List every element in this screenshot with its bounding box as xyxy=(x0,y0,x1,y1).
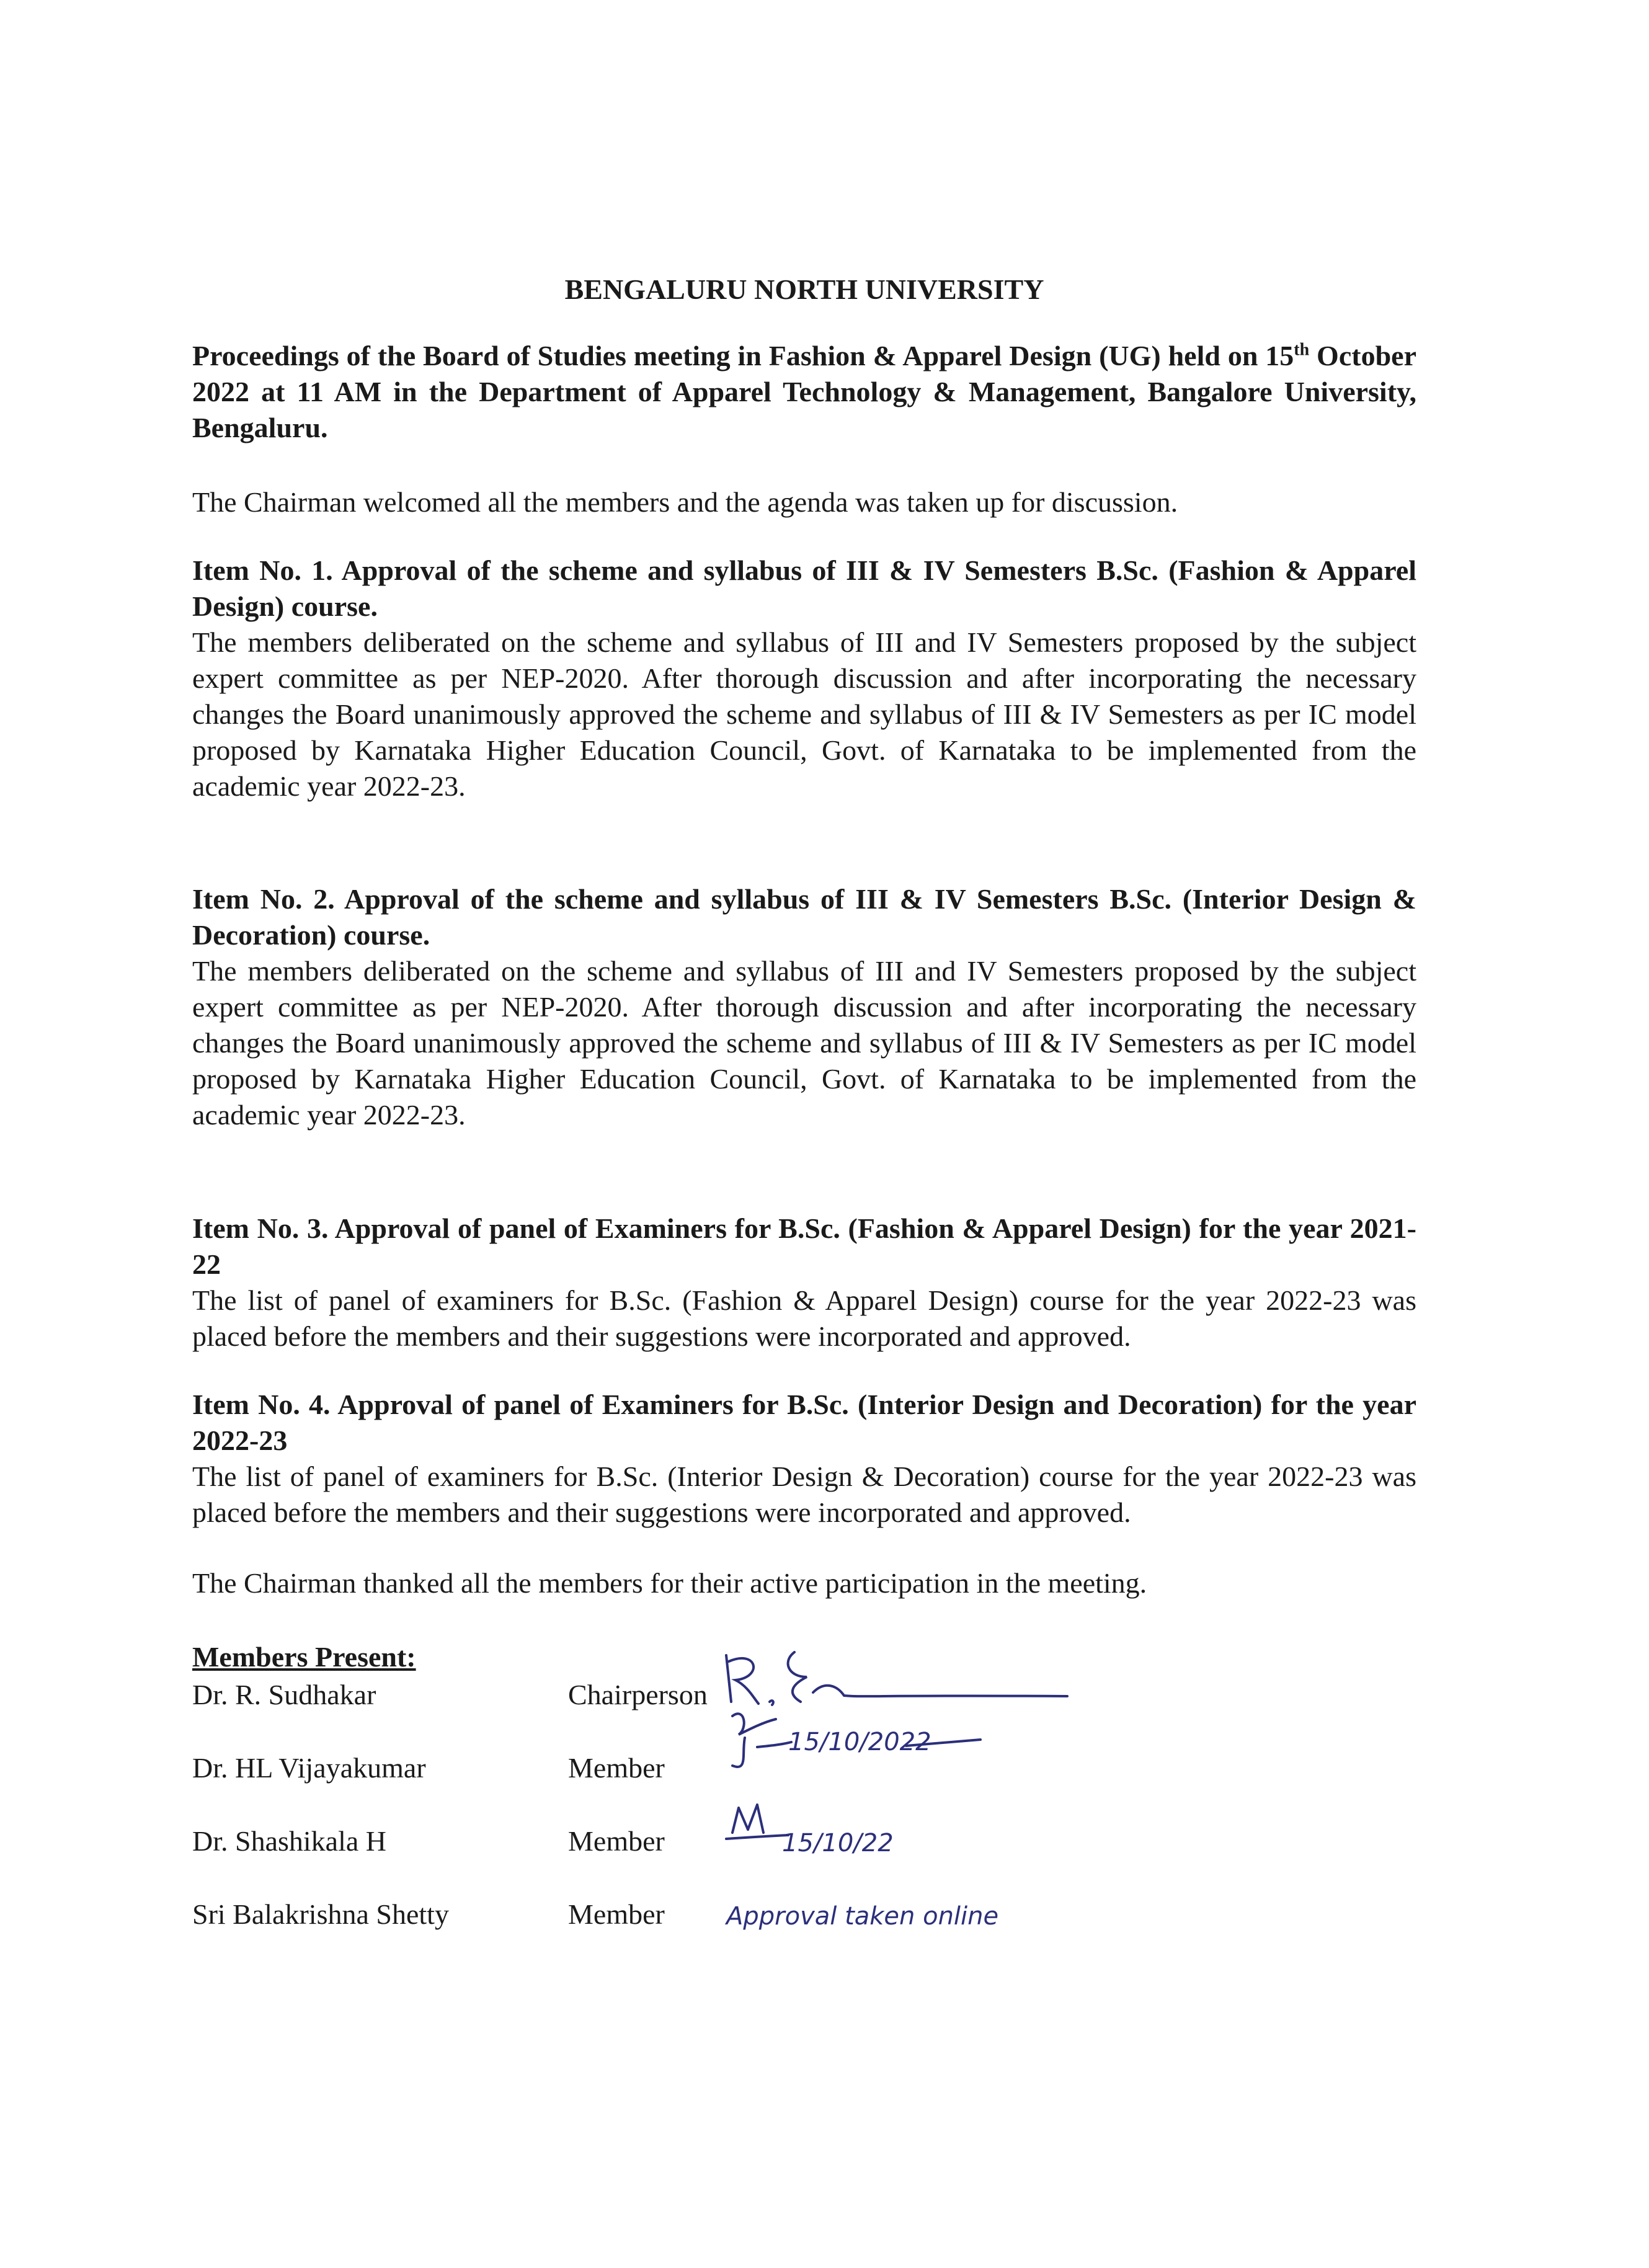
item-body: The members deliberated on the scheme and syllabus of III and IV Semesters proposed by the subject expert committee as per NEP-2020. After thorough discussion and after incorporating the necessary changes the Board unanimously approved the scheme and syllabus of III & IV Semesters as per IC model proposed by Karnataka Higher Education Council, Govt. of Karnataka to be implemented from the academic year 2022-23. xyxy=(192,626,1416,802)
agenda-item-2 xyxy=(192,881,1416,1133)
university-title: BENGALURU NORTH UNIVERSITY xyxy=(564,273,1044,305)
member-name: Dr. Shashikala H xyxy=(192,1825,387,1857)
document-content xyxy=(192,273,1416,1931)
signature-shashikala xyxy=(720,1783,1092,1864)
member-role: Member xyxy=(568,1898,665,1930)
proceedings-superscript: th xyxy=(1294,340,1310,360)
member-role: Chairperson xyxy=(568,1678,708,1710)
proceedings-text-a: Proceedings of the Board of Studies meeting in Fashion & Apparel Design (UG) held on 15 xyxy=(192,340,1294,371)
item-heading: Item No. 1. Approval of the scheme and syllabus of III & IV Semesters B.Sc. (Fashion & Apparel Design) course. xyxy=(192,554,1416,622)
item-body: The members deliberated on the scheme and syllabus of III and IV Semesters proposed by the subject expert committee as per NEP-2020. After thorough discussion and after incorporating the necessary changes the Board unanimously approved the scheme and syllabus of III & IV Semesters as per IC model proposed by Karnataka Higher Education Council, Govt. of Karnataka to be implemented from the academic year 2022-23. xyxy=(192,955,1416,1131)
signature xyxy=(720,1711,1154,1784)
member-row xyxy=(192,1784,1416,1857)
member-name: Dr. HL Vijayakumar xyxy=(192,1751,426,1784)
member-row xyxy=(192,1857,1416,1931)
signature-date: 15/10/2022 xyxy=(788,1727,931,1756)
proceedings-heading xyxy=(192,338,1416,446)
agenda-item-3 xyxy=(192,1211,1416,1354)
signature-vijayakumar xyxy=(720,1704,1092,1790)
item-heading: Item No. 4. Approval of panel of Examiners for B.Sc. (Interior Design and Decoration) for the year 2022-23 xyxy=(192,1388,1416,1456)
item-body: The list of panel of examiners for B.Sc. (Interior Design & Decoration) course for the year 2022-23 was placed before the members and their suggestions were incorporated and approved. xyxy=(192,1460,1416,1528)
signature-note xyxy=(720,1881,1092,1937)
members-present-section xyxy=(192,1640,1416,1931)
intro-paragraph: The Chairman welcomed all the members and the agenda was taken up for discussion. xyxy=(192,486,1178,518)
closing-paragraph: The Chairman thanked all the members for their active participation in the meeting. xyxy=(192,1567,1147,1599)
item-heading: Item No. 3. Approval of panel of Examiners for B.Sc. (Fashion & Apparel Design) for the year 2021-22 xyxy=(192,1212,1416,1281)
agenda-item-1 xyxy=(192,553,1416,804)
signature xyxy=(720,1784,1154,1857)
signature-note-text: Approval taken online xyxy=(726,1901,999,1931)
member-name: Dr. R. Sudhakar xyxy=(192,1678,376,1710)
member-role: Member xyxy=(568,1751,665,1784)
members-present-title: Members Present: xyxy=(192,1640,416,1673)
member-role: Member xyxy=(568,1825,665,1857)
item-heading: Item No. 2. Approval of the scheme and syllabus of III & IV Semesters B.Sc. (Interior Design & Decoration) course. xyxy=(192,883,1416,951)
member-name: Sri Balakrishna Shetty xyxy=(192,1898,449,1930)
proceedings-text-b: October 2022 at 11 AM in the Department of Apparel Technology & Management, Bangalore University, Bengaluru. xyxy=(192,340,1416,443)
signature xyxy=(720,1857,1154,1931)
item-body: The list of panel of examiners for B.Sc. (Fashion & Apparel Design) course for the year 2022-23 was placed before the members and their suggestions were incorporated and approved. xyxy=(192,1284,1416,1353)
member-row xyxy=(192,1711,1416,1784)
agenda-item-4 xyxy=(192,1387,1416,1531)
signature-date: 15/10/22 xyxy=(782,1828,894,1857)
